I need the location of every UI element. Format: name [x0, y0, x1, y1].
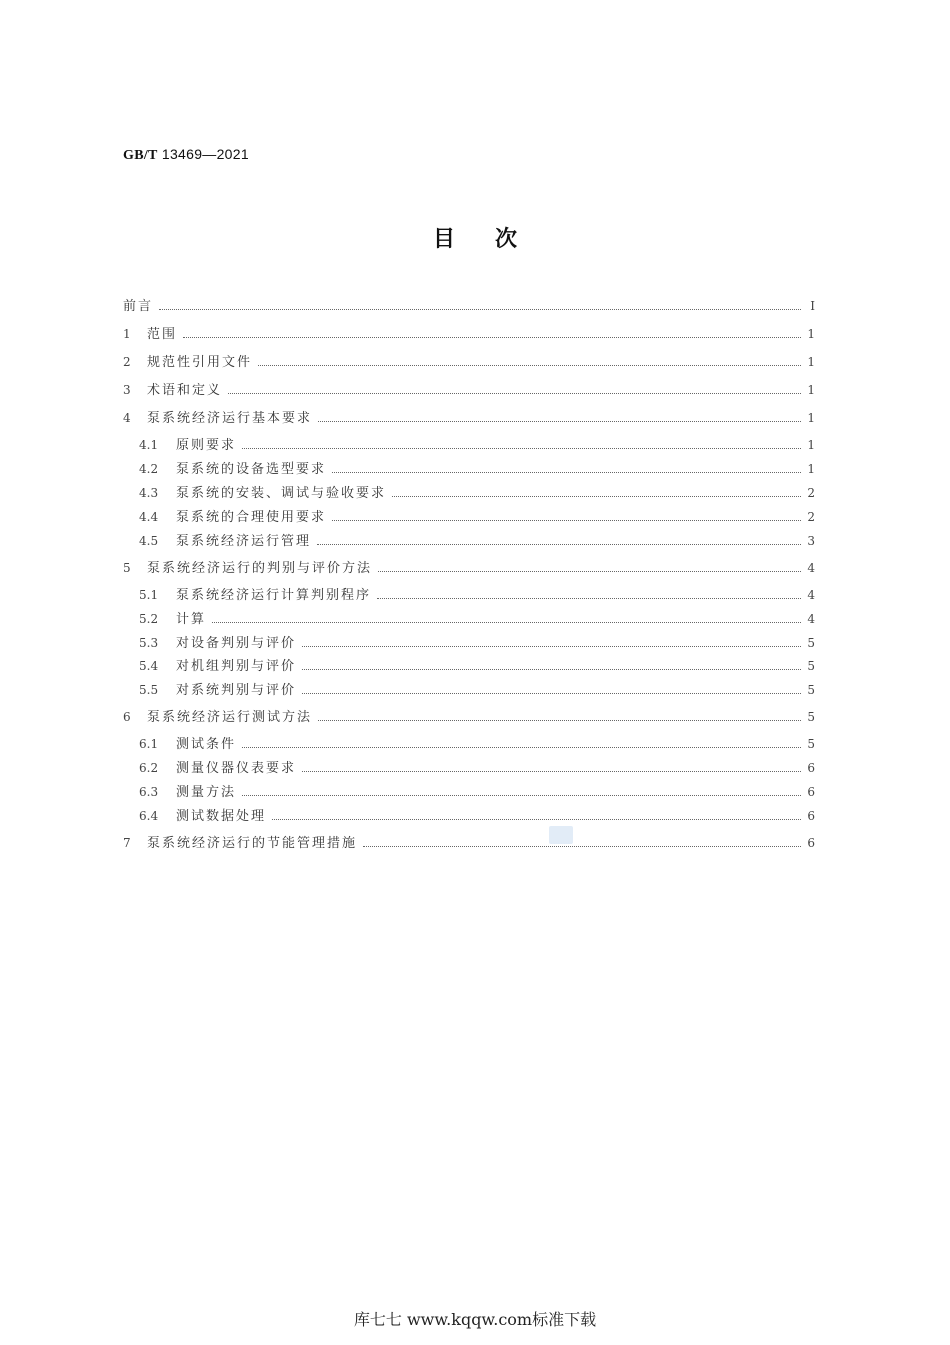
- toc-entry-number: 4.2: [139, 462, 159, 476]
- toc-entry-title: 范围: [147, 327, 178, 342]
- toc-entry[interactable]: [123, 707, 815, 727]
- toc-entry-page: 3: [807, 534, 815, 548]
- toc-entry-title: 前言: [123, 299, 154, 314]
- toc-dot-leader: [242, 447, 801, 449]
- standard-code-number: 13469—2021: [161, 146, 249, 162]
- toc-entry-title: 泵系统经济运行计算判别程序: [176, 588, 372, 603]
- toc-entry[interactable]: [139, 656, 815, 676]
- toc-dot-leader: [378, 570, 801, 572]
- toc-entry-title: 泵系统的安装、调试与验收要求: [176, 486, 387, 501]
- toc-entry[interactable]: [139, 680, 815, 700]
- toc-dot-leader: [332, 519, 801, 521]
- toc-entry-number: 4: [123, 411, 131, 425]
- standard-code-prefix: GB/T: [123, 148, 158, 163]
- toc-entry-title: 泵系统的合理使用要求: [176, 510, 327, 525]
- toc-dot-leader: [302, 645, 801, 647]
- toc-entry[interactable]: [139, 507, 815, 527]
- toc-dot-leader: [332, 471, 801, 473]
- toc-entry-number: 2: [123, 355, 131, 369]
- toc-entry-number: 6.4: [139, 809, 159, 823]
- toc-entry-page: 5: [807, 683, 815, 697]
- toc-entry[interactable]: [123, 324, 815, 344]
- toc-entry-title: 测试数据处理: [176, 809, 267, 824]
- toc-entry[interactable]: [139, 609, 815, 629]
- toc-entry-title: 泵系统经济运行的节能管理措施: [147, 836, 358, 851]
- standard-code: [123, 146, 249, 164]
- toc-entry-number: 6: [123, 710, 131, 724]
- toc-entry-page: 5: [807, 710, 815, 724]
- toc-entry-page: 1: [807, 411, 815, 425]
- toc-dot-leader: [183, 336, 801, 338]
- toc-dot-leader: [363, 845, 801, 847]
- toc-entry-number: 4.3: [139, 486, 159, 500]
- toc-dot-leader: [212, 621, 801, 623]
- toc-entry[interactable]: [123, 380, 815, 400]
- toc-entry[interactable]: [139, 806, 815, 826]
- toc-dot-leader: [318, 719, 801, 721]
- toc-dot-leader: [302, 692, 801, 694]
- toc-entry-page: Ⅰ: [810, 299, 815, 313]
- toc-entry[interactable]: [139, 435, 815, 455]
- toc-entry-page: 2: [807, 510, 815, 524]
- toc-dot-leader: [242, 794, 801, 796]
- toc-entry-page: 1: [807, 355, 815, 369]
- toc-dot-leader: [242, 746, 801, 748]
- toc-entry-page: 5: [807, 636, 815, 650]
- toc-entry-page: 1: [807, 462, 815, 476]
- toc-entry[interactable]: [139, 734, 815, 754]
- toc-dot-leader: [159, 308, 801, 310]
- toc-dot-leader: [377, 597, 801, 599]
- toc-dot-leader: [258, 364, 801, 366]
- toc-entry-title: 泵系统经济运行测试方法: [147, 710, 313, 725]
- toc-entry-page: 6: [807, 761, 815, 775]
- toc-entry[interactable]: [139, 758, 815, 778]
- toc-entry-title: 计算: [176, 612, 207, 627]
- toc-entry-title: 泵系统经济运行的判别与评价方法: [147, 561, 373, 576]
- toc-entry[interactable]: [123, 352, 815, 372]
- toc-entry-title: 术语和定义: [147, 383, 223, 398]
- watermark-logo: [549, 826, 573, 844]
- toc-entry-number: 5.2: [139, 612, 159, 626]
- toc-entry-title: 规范性引用文件: [147, 355, 253, 370]
- toc-dot-leader: [272, 818, 801, 820]
- toc-dot-leader: [318, 420, 801, 422]
- toc-entry-number: 5.1: [139, 588, 159, 602]
- toc-entry-title: 对设备判别与评价: [176, 636, 297, 651]
- toc-entry[interactable]: [139, 483, 815, 503]
- toc-entry-number: 4.4: [139, 510, 159, 524]
- toc-entry[interactable]: [139, 585, 815, 605]
- toc-entry-title: 泵系统经济运行管理: [176, 534, 312, 549]
- toc-dot-leader: [228, 392, 801, 394]
- footer-source: 库七七 www.kqqw.com标准下载: [353, 1310, 597, 1329]
- toc-entry-page: 1: [807, 383, 815, 397]
- toc-entry[interactable]: [123, 296, 815, 316]
- toc-entry[interactable]: [139, 531, 815, 551]
- toc-entry-number: 6.2: [139, 761, 159, 775]
- toc-entry-number: 6.1: [139, 737, 159, 751]
- toc-entry-number: 5.3: [139, 636, 159, 650]
- toc-entry-page: 5: [807, 737, 815, 751]
- toc-entry-page: 6: [807, 785, 815, 799]
- toc-entry-title: 泵系统经济运行基本要求: [147, 411, 313, 426]
- toc-entry-page: 5: [807, 659, 815, 673]
- toc-entry[interactable]: [139, 633, 815, 653]
- toc-entry[interactable]: [123, 558, 815, 578]
- toc-entry-page: 6: [807, 809, 815, 823]
- toc-entry-number: 6.3: [139, 785, 159, 799]
- toc-entry-number: 7: [123, 836, 131, 850]
- toc-entry-number: 4.5: [139, 534, 159, 548]
- toc-entry[interactable]: [139, 459, 815, 479]
- toc-entry-title: 测量仪器仪表要求: [176, 761, 297, 776]
- toc-heading: 目次: [432, 227, 557, 252]
- toc-entry[interactable]: [139, 782, 815, 802]
- toc-dot-leader: [317, 543, 801, 545]
- toc-entry-number: 5.5: [139, 683, 159, 697]
- toc-entry-number: 3: [123, 383, 131, 397]
- toc-entry-title: 测试条件: [176, 737, 237, 752]
- toc-entry-page: 4: [807, 588, 815, 602]
- toc-dot-leader: [302, 770, 801, 772]
- toc-entry-title: 对系统判别与评价: [176, 683, 297, 698]
- toc-entry-title: 原则要求: [176, 438, 237, 453]
- toc-entry-number: 4.1: [139, 438, 159, 452]
- toc-entry-number: 5: [123, 561, 131, 575]
- toc-entry-page: 1: [807, 327, 815, 341]
- toc-entry-page: 4: [807, 612, 815, 626]
- toc-entry[interactable]: [123, 408, 815, 428]
- toc-entry-title: 对机组判别与评价: [176, 659, 297, 674]
- toc-entry[interactable]: [123, 833, 815, 853]
- toc-entry-title: 测量方法: [176, 785, 237, 800]
- toc-entry-page: 4: [807, 561, 815, 575]
- toc-dot-leader: [392, 495, 801, 497]
- toc-entry-page: 1: [807, 438, 815, 452]
- toc-dot-leader: [302, 668, 801, 670]
- toc-entry-number: 1: [123, 327, 131, 341]
- toc-entry-page: 6: [807, 836, 815, 850]
- toc-entry-page: 2: [807, 486, 815, 500]
- toc-entry-number: 5.4: [139, 659, 159, 673]
- toc-entry-title: 泵系统的设备选型要求: [176, 462, 327, 477]
